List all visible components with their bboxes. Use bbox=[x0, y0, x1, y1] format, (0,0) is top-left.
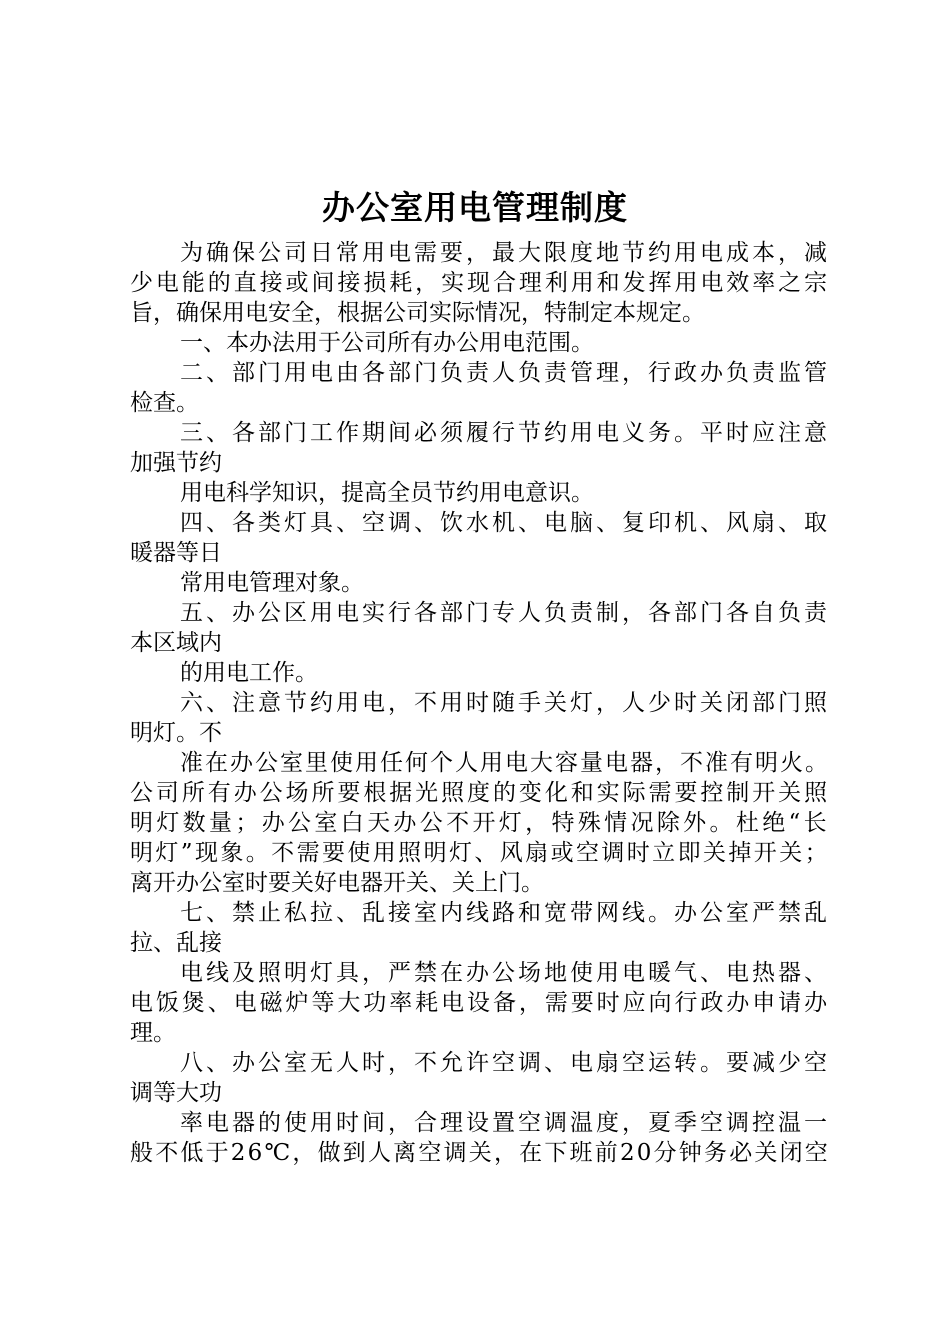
text-line: 为确保公司日常用电需要，最大限度地节约用电成本，减 bbox=[180, 240, 830, 266]
text-line: 暖器等日 bbox=[130, 540, 222, 566]
text-line: 离开办公室时要关好电器开关、关上门。 bbox=[130, 870, 544, 896]
document-body bbox=[130, 238, 830, 1168]
text-line: 五、办公区用电实行各部门专人负责制，各部门各自负责 bbox=[180, 600, 830, 626]
document-title: 办公室用电管理制度 bbox=[322, 188, 628, 227]
text-line: 明灯”现象。不需要使用照明灯、风扇或空调时立即关掉开关； bbox=[130, 840, 830, 866]
text-line: 旨，确保用电安全，根据公司实际情况，特制定本规定。 bbox=[130, 300, 705, 326]
text-line: 常用电管理对象。 bbox=[180, 570, 364, 596]
text-line: 准在办公室里使用任何个人用电大容量电器，不准有明火。 bbox=[180, 750, 830, 776]
text-line: 少电能的直接或间接损耗，实现合理利用和发挥用电效率之宗 bbox=[130, 270, 830, 296]
text-line: 调等大功 bbox=[130, 1080, 222, 1106]
text-line: 电线及照明灯具，严禁在办公场地使用电暖气、电热器、 bbox=[180, 960, 830, 986]
text-line: 四、各类灯具、空调、饮水机、电脑、复印机、风扇、取 bbox=[180, 510, 830, 536]
text-line: 检查。 bbox=[130, 390, 199, 416]
text-line: 电饭煲、电磁炉等大功率耗电设备，需要时应向行政办申请办 bbox=[130, 990, 830, 1016]
text-line: 公司所有办公场所要根据光照度的变化和实际需要控制开关照 bbox=[130, 780, 830, 806]
text-line: 八、办公室无人时，不允许空调、电扇空运转。要减少空 bbox=[180, 1050, 830, 1076]
text-line: 一、本办法用于公司所有办公用电范围。 bbox=[180, 330, 594, 356]
text-line: 二、部门用电由各部门负责人负责管理，行政办负责监管 bbox=[180, 360, 830, 386]
text-line: 加强节约 bbox=[130, 450, 222, 476]
text-line: 的用电工作。 bbox=[180, 660, 318, 686]
text-line: 明灯。不 bbox=[130, 720, 222, 746]
text-line: 理。 bbox=[130, 1020, 176, 1046]
text-line: 六、注意节约用电，不用时随手关灯，人少时关闭部门照 bbox=[180, 690, 830, 716]
text-line: 三、各部门工作期间必须履行节约用电义务。平时应注意 bbox=[180, 420, 830, 446]
text-line: 用电科学知识，提高全员节约用电意识。 bbox=[180, 480, 594, 506]
text-line: 七、禁止私拉、乱接室内线路和宽带网线。办公室严禁乱 bbox=[180, 900, 830, 926]
text-line: 明灯数量；办公室白天办公不开灯，特殊情况除外。杜绝“长 bbox=[130, 810, 830, 836]
text-line: 般不低于26℃，做到人离空调关，在下班前20分钟务必关闭空 bbox=[130, 1140, 830, 1166]
text-line: 拉、乱接 bbox=[130, 930, 222, 956]
text-line: 率电器的使用时间，合理设置空调温度，夏季空调控温一 bbox=[180, 1110, 830, 1136]
text-line: 本区域内 bbox=[130, 630, 222, 656]
